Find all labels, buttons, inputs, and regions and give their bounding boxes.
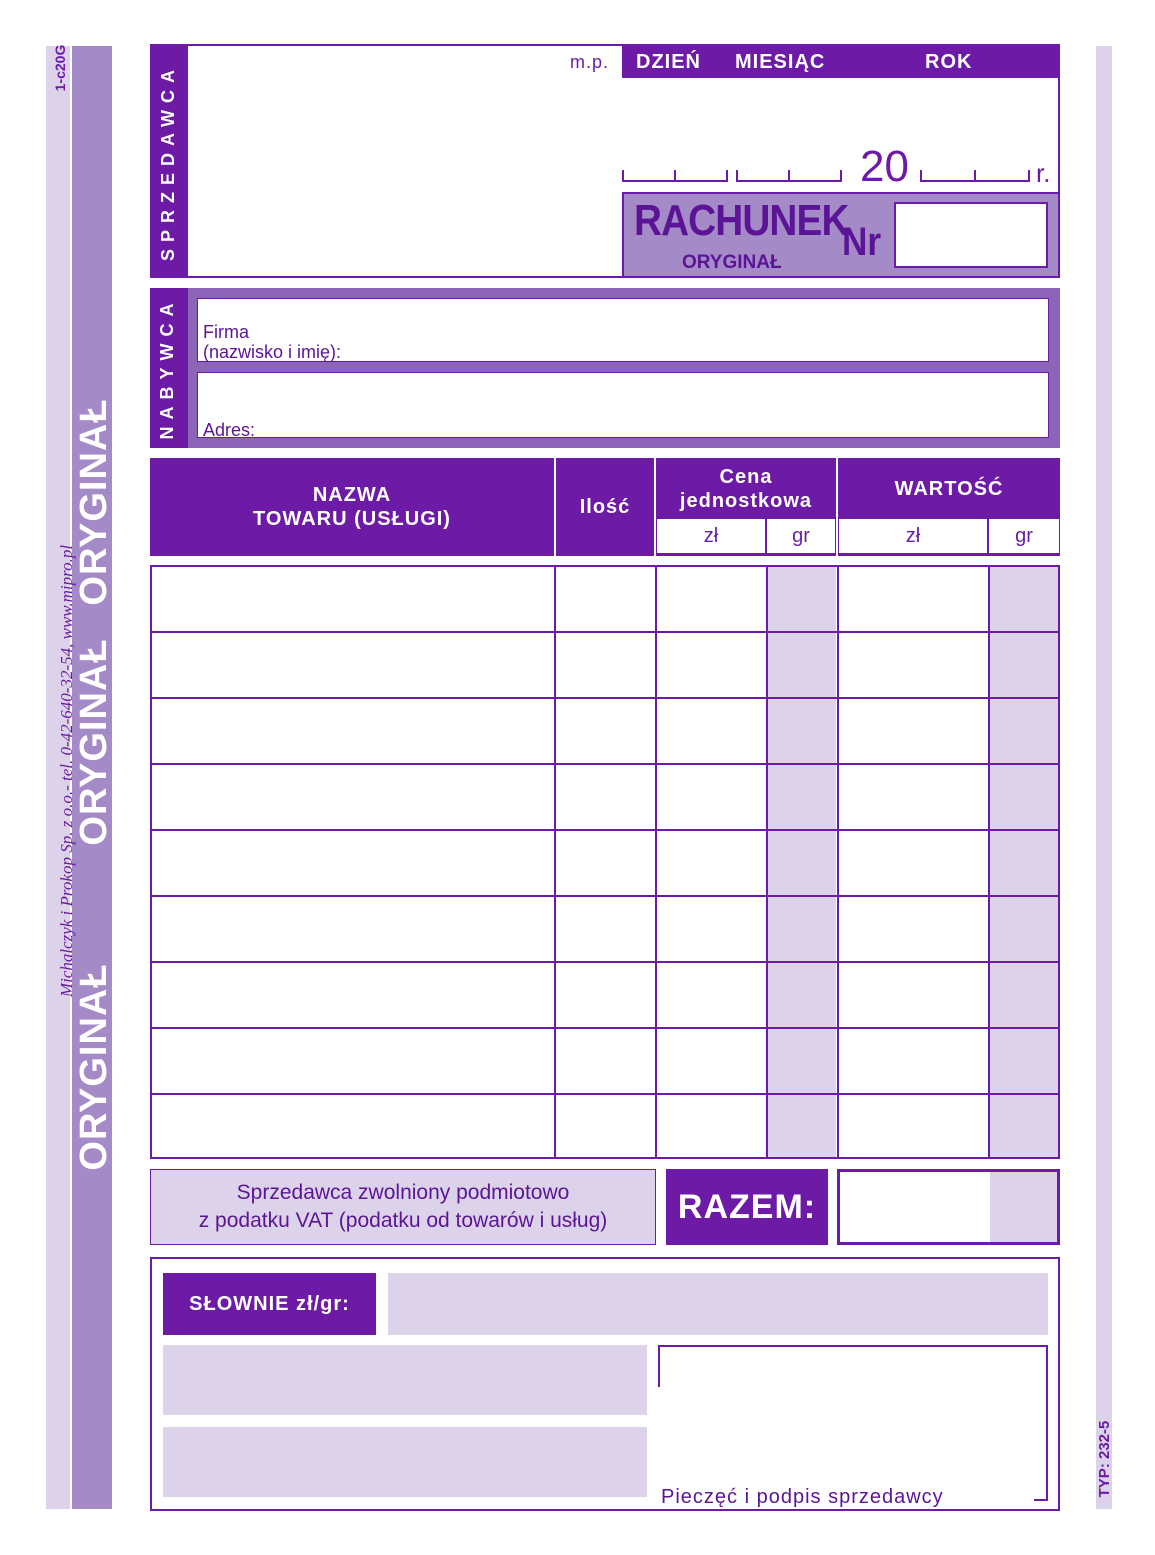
signature-field[interactable] [658,1345,1048,1501]
table-row[interactable] [150,1027,1060,1093]
total-label: RAZEM: [666,1169,828,1245]
header-value-zl: zł [838,518,988,554]
buyer-address-label: Adres: [203,420,256,440]
table-row[interactable] [150,895,1060,961]
date-year-field[interactable] [920,160,1030,182]
table-column-divider [837,565,839,1159]
header-price-gr: gr [766,518,836,554]
seller-label: SPRZEDAWCA [158,63,178,262]
buyer-label: NABYWCA [157,296,177,440]
header-quantity: Ilość [579,495,631,518]
document-number-field[interactable] [894,202,1048,268]
table-row[interactable] [150,763,1060,829]
words-amount-field[interactable] [388,1273,1048,1335]
total-field[interactable] [837,1169,1060,1245]
table-row[interactable] [150,697,1060,763]
table-row[interactable] [150,961,1060,1027]
form-type: TYP: 232-5 [1096,1420,1113,1498]
header-unit-price: Cena jednostkowa [679,466,813,512]
form-code: 1-c20G [52,44,68,92]
header-value-gr: gr [988,518,1060,554]
watermark-oryginal-1: ORYGINAŁ [73,963,115,1171]
header-value: WARTOŚĆ [894,477,1004,500]
seal-label: m.p. [570,52,610,72]
header-price-zl: zł [656,518,766,554]
words-line-3-field[interactable] [163,1427,647,1497]
day-header: DZIEŃ [636,51,701,73]
buyer-address-field[interactable] [197,372,1049,438]
words-line-2-field[interactable] [163,1345,647,1415]
document-nr-label: Nr [842,220,882,264]
date-month-field[interactable] [736,160,842,182]
words-label: SŁOWNIE zł/gr: [163,1273,376,1335]
table-column-divider [766,565,768,1159]
table-row[interactable] [150,631,1060,697]
publisher-info: Michalczyk i Prokop Sp. z o.o.- tel. 0-42-640-32-54, www.mipro.pl [57,544,76,998]
table-row[interactable] [150,565,1060,631]
year-header: ROK [925,51,973,73]
document-copy-label: ORYGINAŁ [682,252,782,273]
signature-label: Pieczęć i podpis sprzedawcy [661,1486,944,1508]
document-title: RACHUNEK [634,196,849,245]
header-item-name: NAZWA TOWARU (USŁUGI) [253,484,451,530]
year-suffix: r. [1036,158,1051,188]
watermark-oryginal-3: ORYGINAŁ [73,398,115,606]
year-prefix: 20 [860,142,909,191]
vat-exempt-note: Sprzedawca zwolniony podmiotowo z podatku VAT (podatku od towarów i usług) [150,1169,656,1245]
table-column-divider [554,565,556,1159]
table-row[interactable] [150,1093,1060,1159]
date-day-field[interactable] [622,160,728,182]
table-column-divider [655,565,657,1159]
total-gr-shade [990,1172,1057,1242]
table-row[interactable] [150,829,1060,895]
buyer-firma-label: Firma [203,322,249,342]
month-header: MIESIĄC [735,51,826,73]
right-margin-strip [1096,46,1112,1509]
table-column-divider [988,565,990,1159]
buyer-name-label: (nazwisko i imię): [203,342,342,362]
watermark-oryginal-2: ORYGINAŁ [73,638,115,846]
